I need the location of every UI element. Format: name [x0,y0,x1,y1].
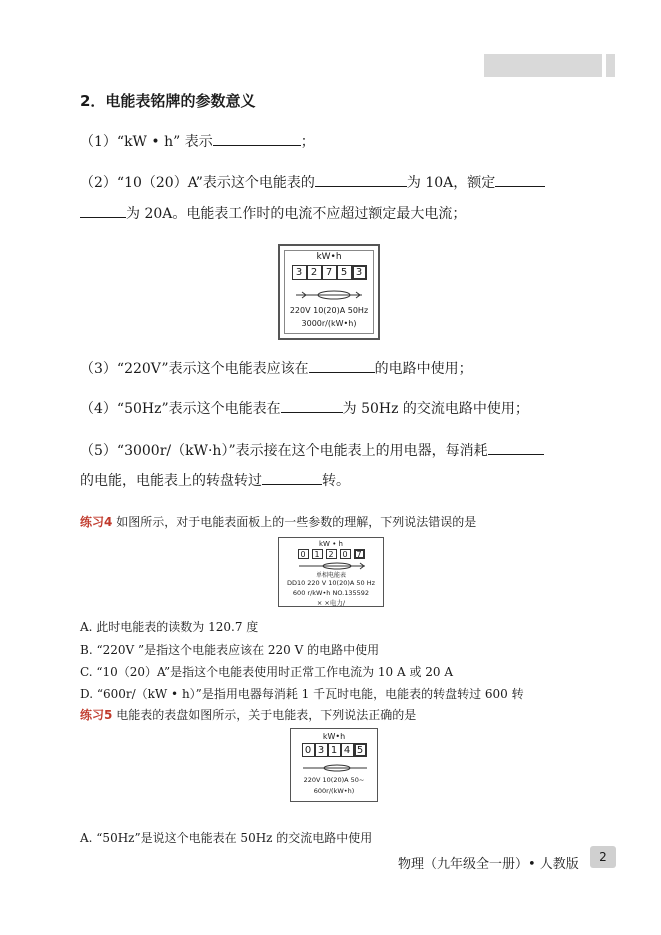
meter-digits [279,549,383,559]
meter-spec: 600r/(kW•h) [313,787,355,795]
page-number: 2 [590,846,616,868]
meter-unit: kW•h [322,732,346,741]
meter-digit: 4 [341,743,354,757]
meter-spec: 220V 10(20)A 50Hz [289,306,369,315]
meter-digit: 1 [328,743,341,757]
exercise-label: 练习4 [80,515,113,529]
meter-figure-3 [290,728,378,802]
section-title: 2．电能表铭牌的参数意义 [80,92,256,110]
item-1: （1）“kW • h” 表示 ； [80,131,315,152]
meter-digit: 1 [312,549,323,559]
exercise-5-question: 练习5 电能表的表盘如图所示，关于电能表，下列说法正确的是 [80,708,417,722]
option-a[interactable]: A. 此时电能表的读数为 120.7 度 [80,620,259,634]
meter-digit: 0 [302,743,315,757]
meter-digit: 2 [326,549,337,559]
option-b[interactable]: B. “220V ”是指这个电能表应该在 220 V 的电路中使用 [80,643,380,657]
meter-name: 单相电能表 [315,572,346,579]
meter-spec: 3000r/(kW•h) [301,319,357,328]
header-tab [606,54,615,77]
answer-blank[interactable] [80,203,126,218]
answer-blank[interactable] [262,470,322,485]
rotating-disc-icon [294,288,364,302]
meter-digit: 0 [340,549,351,559]
answer-blank[interactable] [213,131,301,146]
meter-digit: 5 [354,743,367,757]
meter-spec: 220V 10(20)A 50~ [303,776,365,784]
exercise-4-question: 练习4 如图所示，对于电能表面板上的一些参数的理解，下列说法错误的是 [80,515,477,529]
item-3: （3）“220V”表示这个电能表应该在 的电路中使用； [80,358,473,379]
header-band [484,54,602,77]
rotating-disc-icon [301,763,369,773]
meter-digits [280,265,378,280]
meter-maker: × ×电力/ [316,599,346,607]
meter-digit: 0 [298,549,309,559]
item-2: （2）“10（20）A”表示这个电能表的 为 10A，额定 [80,172,545,193]
meter-figure-2 [278,537,384,607]
answer-blank[interactable] [281,398,343,413]
item-2-cont: 为 20A。电能表工作时的电流不应超过额定最大电流； [80,203,466,224]
meter-unit: kW•h [316,252,342,262]
option-d[interactable]: D. “600r/（kW • h）”是指用电器每消耗 1 千瓦时电能，电能表的转盘转过 600 转 [80,687,524,701]
footer-text: 物理（九年级全一册）• 人教版 [398,857,579,872]
item-5: （5）“3000r/（kW·h）”表示接在这个电能表上的用电器，每消耗 [80,440,544,461]
meter-digit: 2 [307,265,322,280]
meter-figure-1 [278,244,380,340]
meter-digits [291,743,377,757]
meter-unit: kW • h [319,540,343,548]
option-a-ex5[interactable]: A. “50Hz”是说这个电能表在 50Hz 的交流电路中使用 [80,831,373,845]
meter-digit: 5 [337,265,352,280]
answer-blank[interactable] [488,440,544,455]
answer-blank[interactable] [495,172,545,187]
option-c[interactable]: C. “10（20）A”是指这个电能表使用时正常工作电流为 10 A 或 20 A [80,665,454,679]
meter-spec: 600 r/kW•h NO.135592 [292,589,370,597]
item-5-cont: 的电能，电能表上的转盘转过 转。 [80,470,350,491]
answer-blank[interactable] [309,358,375,373]
meter-spec: DD10 220 V 10(20)A 50 Hz [286,579,376,587]
exercise-label: 练习5 [80,708,113,722]
meter-digit: 7 [322,265,337,280]
answer-blank[interactable] [315,172,407,187]
item-4: （4）“50Hz”表示这个电能表在 为 50Hz 的交流电路中使用； [80,398,529,419]
meter-digit: 3 [352,265,367,280]
meter-digit: 7 [354,549,365,559]
meter-digit: 3 [315,743,328,757]
meter-digit: 3 [292,265,307,280]
